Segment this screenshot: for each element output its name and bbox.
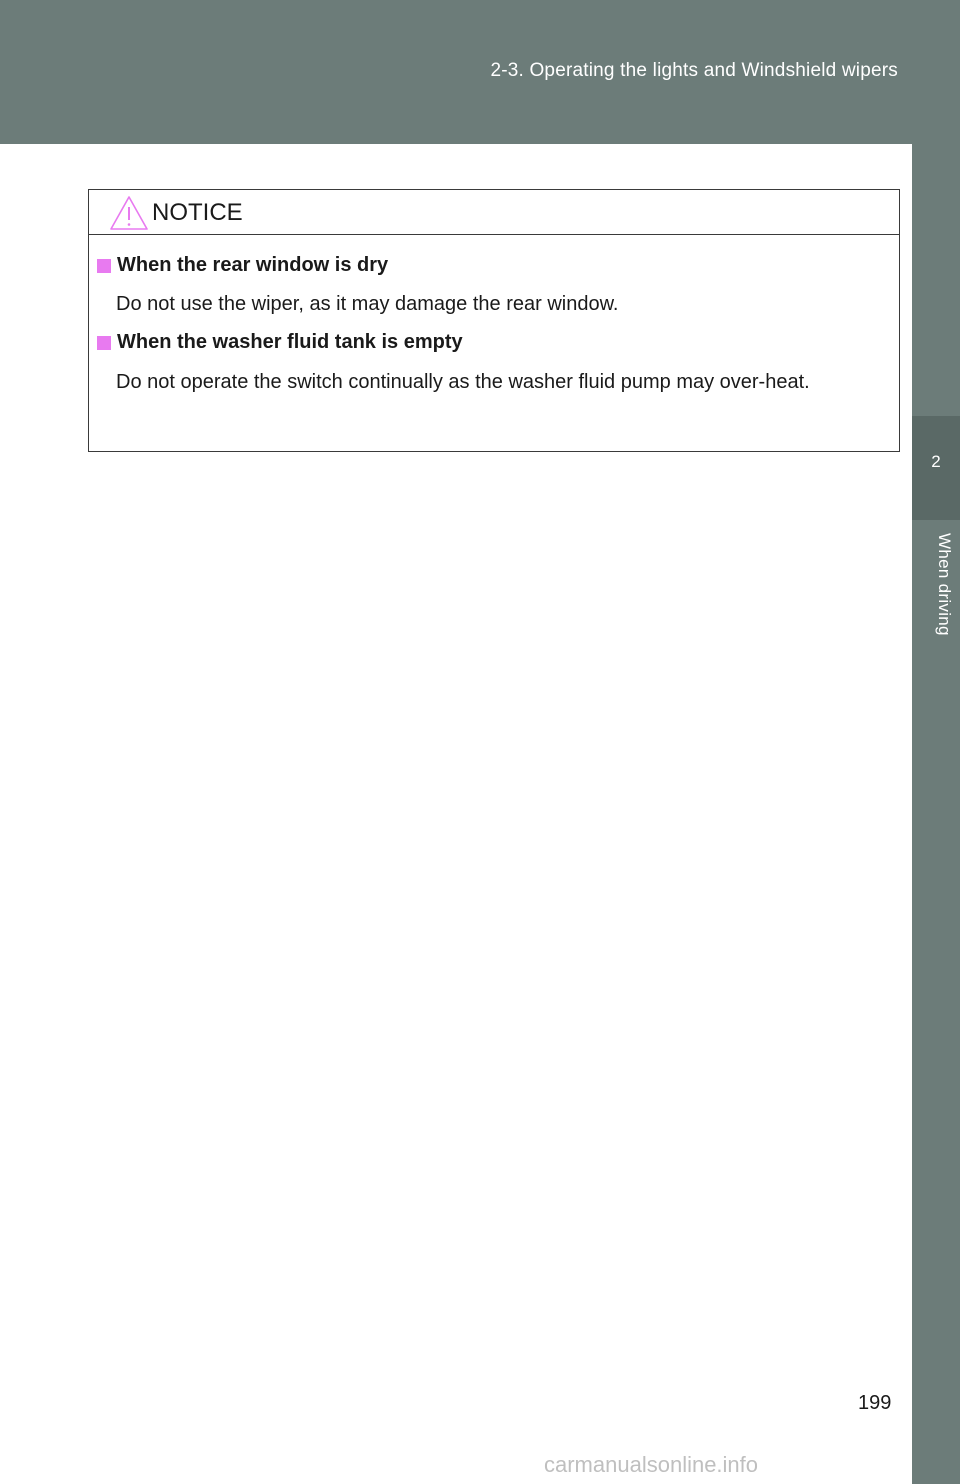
watermark: carmanualsonline.info [544,1452,759,1477]
notice-item-text: Do not use the wiper, as it may damage the rear window. [116,293,619,315]
section-title: 2-3. Operating the lights and Windshield wipers [490,60,898,81]
warning-triangle-icon [109,195,149,231]
notice-item-heading [97,331,463,354]
notice-box [88,189,900,452]
notice-header [89,190,899,235]
bullet-square-icon [97,259,111,273]
notice-item-heading-text: When the rear window is dry [117,254,389,276]
chapter-number-tab: 2 [912,416,960,520]
side-tab-upper [912,144,960,416]
notice-item-heading-text: When the washer fluid tank is empty [117,331,463,353]
notice-title: NOTICE [152,199,243,226]
page-number: 199 [858,1392,892,1414]
chapter-label: When driving [935,533,954,636]
bullet-square-icon [97,336,111,350]
notice-item-text: Do not operate the switch continually as the washer fluid pump may over-heat. [116,371,810,393]
notice-item-heading [97,254,388,277]
